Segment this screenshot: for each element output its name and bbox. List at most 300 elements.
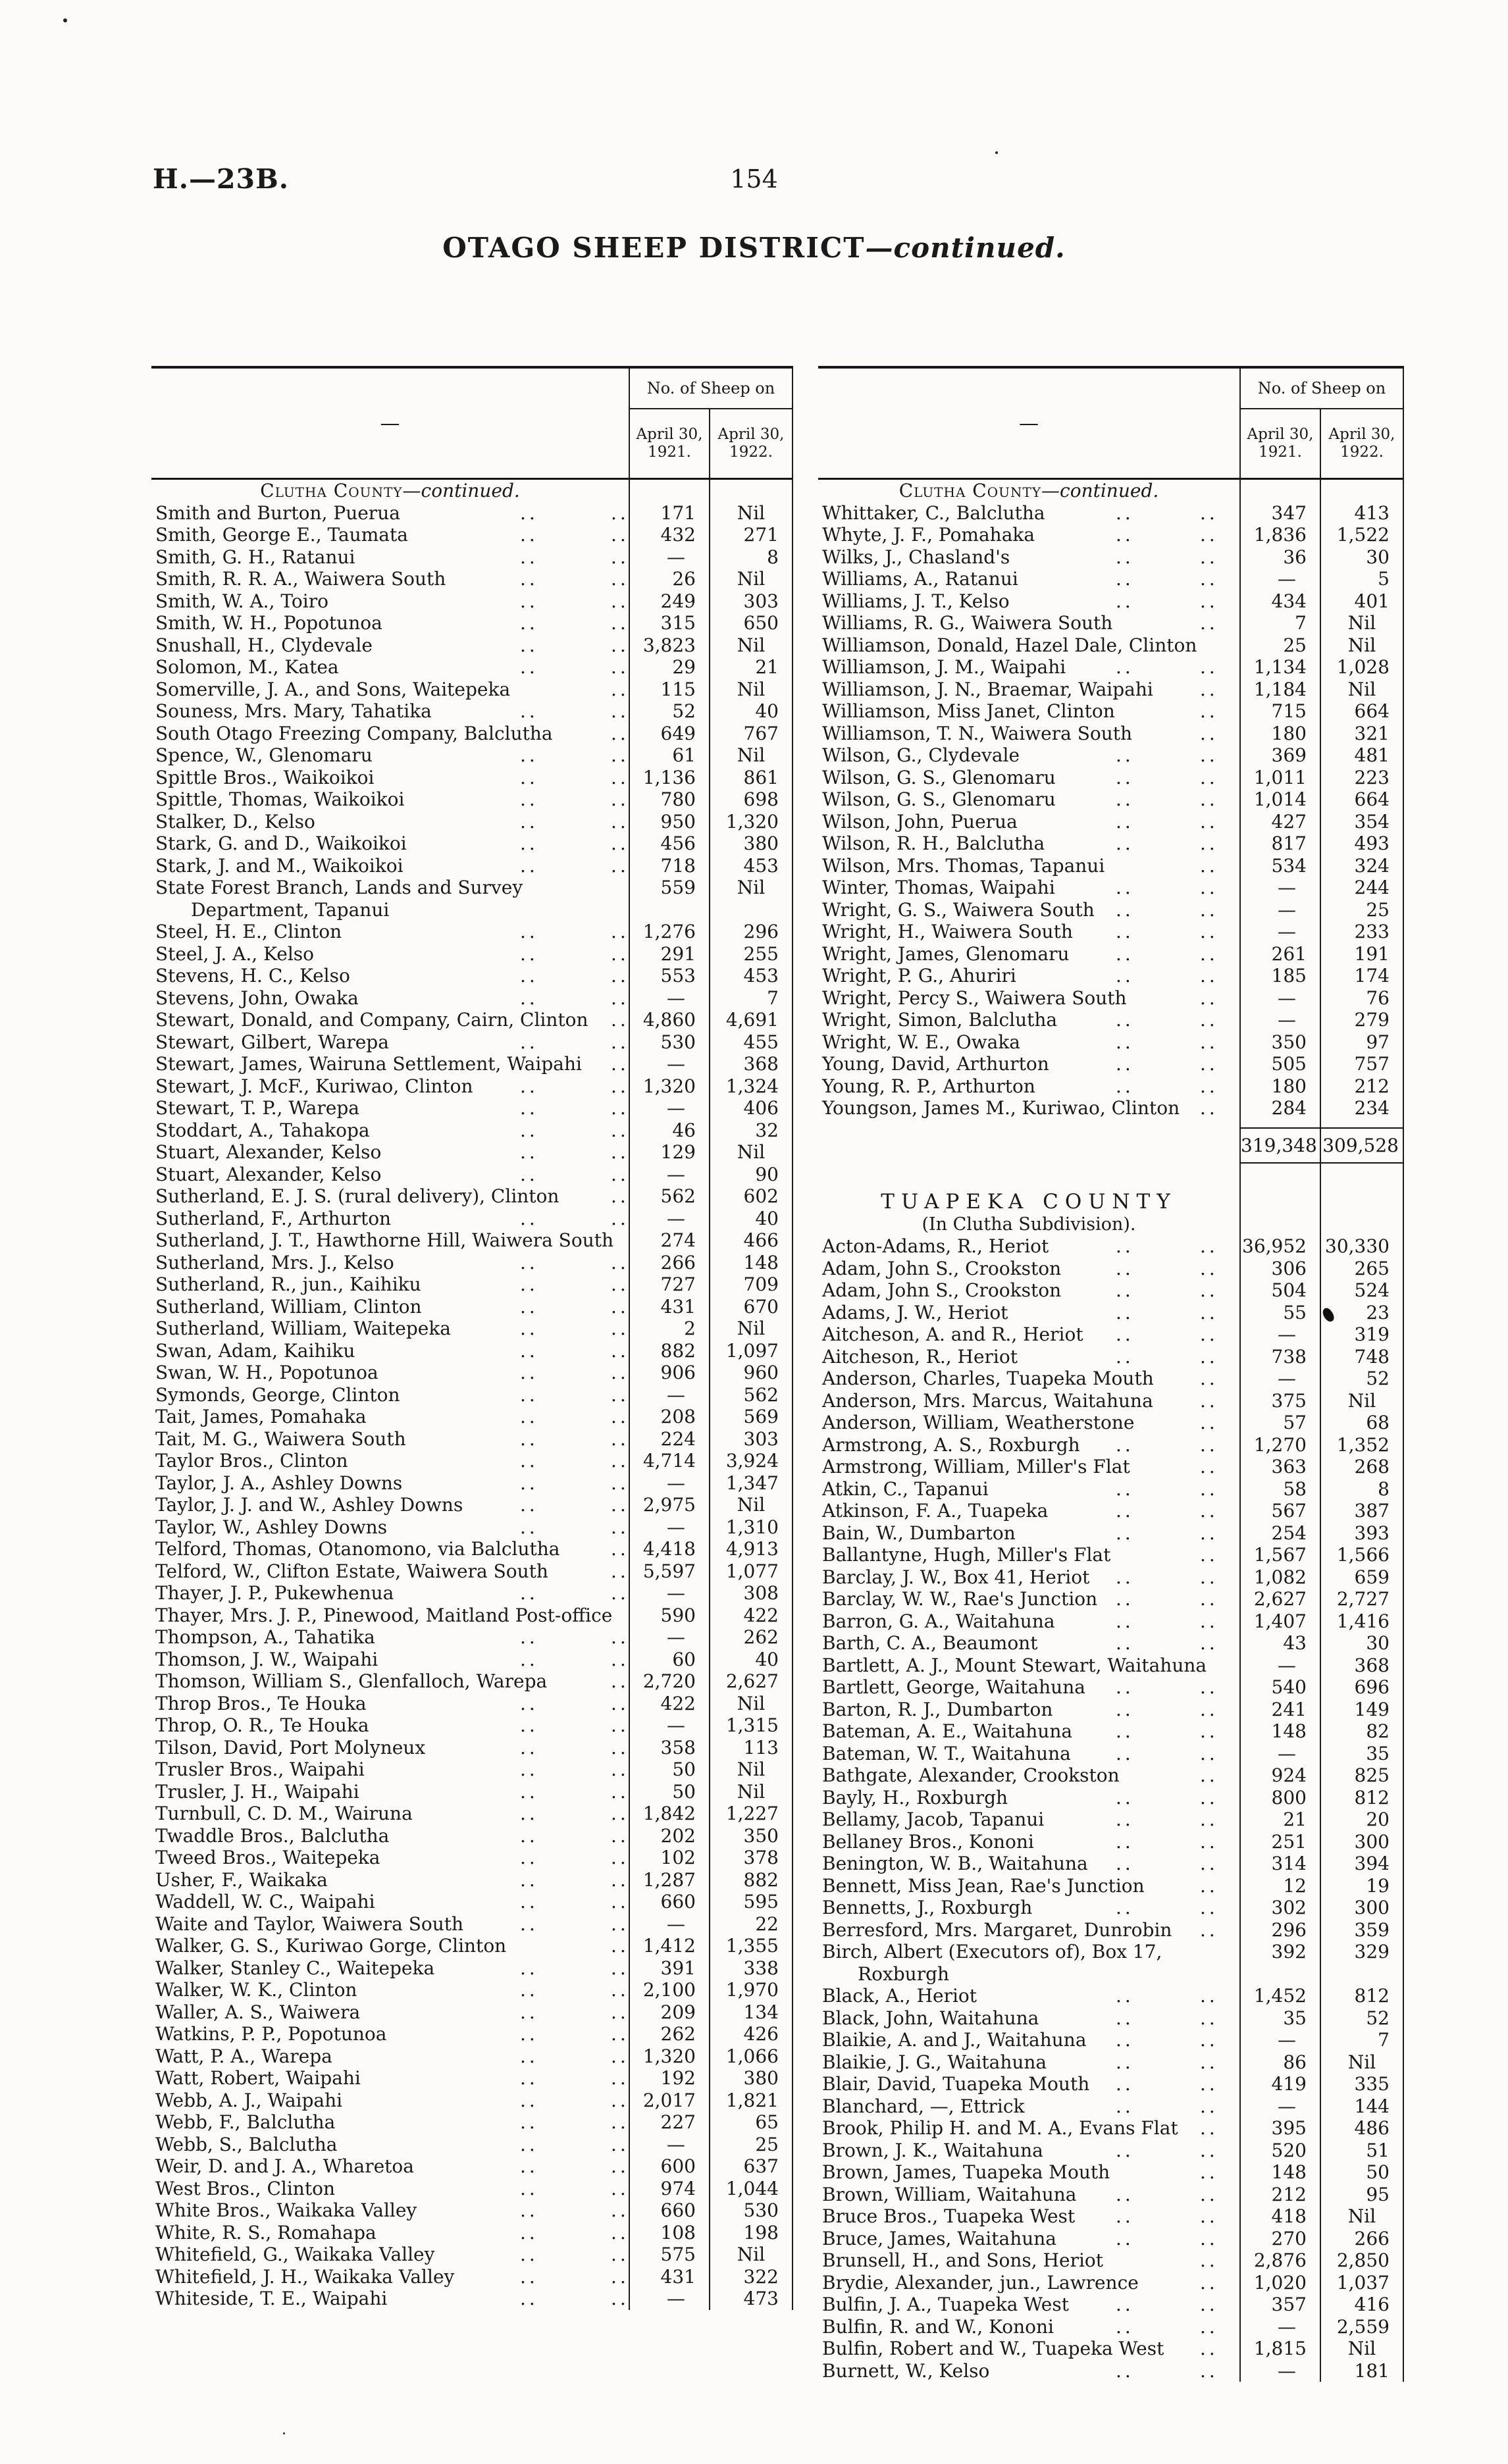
leader-dots: .. (1200, 1566, 1218, 1588)
owner-name-cell (818, 2073, 1239, 2095)
sheep-count-1922: 266 (1320, 2228, 1404, 2250)
leader-dots: .. (520, 1097, 538, 1119)
owner-name-cell (151, 524, 629, 546)
table-row (151, 1318, 793, 1340)
sheep-count-1922: 35 (1320, 1743, 1404, 1765)
sheep-count-1922: 637 (709, 2155, 793, 2178)
sheep-count-1922: 2,627 (709, 1670, 793, 1693)
leader-dots: .. (1200, 590, 1218, 612)
sheep-count-1921: — (629, 2288, 709, 2310)
table-row (151, 1208, 793, 1230)
leader-dots: .. (520, 1714, 538, 1736)
sheep-count-1922: 709 (709, 1273, 793, 1296)
owner-name: Wright, W. E., Owaka (822, 1031, 1020, 1053)
owner-name: Wilson, G., Clydevale (822, 744, 1020, 766)
owner-name-cell (151, 788, 629, 811)
sheep-count-1922: 2,727 (1320, 1588, 1404, 1610)
owner-name: Berresford, Mrs. Margaret, Dunrobin (822, 1918, 1172, 1941)
leader-dots: .. (1116, 788, 1134, 810)
sheep-count-1921: — (629, 1097, 709, 1119)
owner-name-cell (818, 1787, 1239, 1809)
owner-name-cell (818, 2029, 1239, 2051)
owner-name-cell (151, 656, 629, 679)
table-row (151, 1670, 793, 1693)
leader-dots: .. (1116, 1985, 1134, 2007)
sheep-count-1922: 30 (1320, 546, 1404, 569)
table-row (151, 1273, 793, 1296)
table-row (818, 1699, 1404, 1721)
owner-name-cell (151, 1362, 629, 1384)
owner-name: Waddell, W. C., Waipahi (155, 1891, 375, 1912)
leader-dots: .. (1200, 1433, 1218, 1456)
owner-name-cell (818, 634, 1239, 657)
continued-label: —continued. (402, 480, 520, 501)
leader-dots: .. (1200, 1610, 1218, 1632)
leader-dots: .. (1116, 2183, 1134, 2205)
owner-name: Sutherland, R., jun., Kaihiku (155, 1273, 421, 1295)
owner-name: Wright, G. S., Waiwera South (822, 898, 1095, 921)
leader-dots: .. (611, 1163, 629, 1185)
owner-name: Williamson, Miss Janet, Clinton (822, 700, 1115, 722)
leader-dots: .. (611, 1560, 629, 1582)
leader-dots: .. (611, 921, 629, 942)
sheep-count-1921: 50 (629, 1758, 709, 1781)
table-row (818, 2360, 1404, 2382)
sheep-count-1921: 1,270 (1239, 1434, 1320, 1456)
owner-name-cell (818, 1897, 1239, 1919)
sheep-count-1922: Nil (709, 2244, 793, 2266)
owner-name-cell (818, 1720, 1239, 1743)
owner-name-cell (151, 833, 629, 855)
leader-dots: .. (611, 1824, 629, 1847)
owner-name: Sutherland, Mrs. J., Kelso (155, 1251, 394, 1273)
owner-name-cell (818, 1831, 1239, 1853)
owner-name-cell (818, 2294, 1239, 2316)
sheep-count-1922: 406 (709, 1097, 793, 1119)
leader-dots: .. (520, 1450, 538, 1472)
table-row (818, 1676, 1404, 1699)
sheep-count-1922: 1,037 (1320, 2272, 1404, 2294)
table-row (818, 1302, 1404, 1324)
sheep-count-1921: 800 (1239, 1787, 1320, 1809)
table-row (151, 1472, 793, 1495)
owner-name-cell (151, 1384, 629, 1406)
owner-name-cell (151, 1053, 629, 1075)
owner-name: Armstrong, A. S., Roxburgh (822, 1433, 1080, 1456)
leader-dots: .. (1116, 921, 1134, 942)
sheep-count-1921: — (1239, 2360, 1320, 2382)
leader-dots: .. (611, 1780, 629, 1803)
masthead (0, 163, 1508, 203)
sheep-count-1922: 40 (709, 700, 793, 723)
owner-name: Spittle Bros., Waikoikoi (155, 766, 375, 788)
leader-dots: .. (520, 524, 538, 546)
owner-name: White, R. S., Romahapa (155, 2221, 377, 2244)
sheep-count-1922: 21 (709, 656, 793, 679)
leader-dots: .. (611, 1318, 629, 1339)
owner-name-cell (151, 1825, 629, 1847)
sheep-count-1921: 25 (1239, 634, 1320, 657)
owner-name: Blanchard, —, Ettrick (822, 2095, 1025, 2117)
leader-dots: .. (1116, 833, 1134, 854)
table-row (818, 1831, 1404, 1853)
sheep-count-1921: 251 (1239, 1831, 1320, 1853)
owner-name: Barth, C. A., Beaumont (822, 1632, 1038, 1654)
sheep-count-1921: 358 (629, 1737, 709, 1759)
table-row (818, 590, 1404, 613)
owner-name: Waller, A. S., Waiwera (155, 2001, 361, 2023)
table-row (818, 855, 1404, 877)
sheep-count-1921: 7 (1239, 612, 1320, 634)
leader-dots: .. (1116, 1500, 1134, 1522)
left-table-body (151, 480, 793, 2310)
owner-name-cell (151, 2222, 629, 2244)
owner-name-cell (818, 921, 1239, 943)
owner-name: Taylor Bros., Clinton (155, 1450, 348, 1472)
table-row (818, 811, 1404, 833)
owner-name: Symonds, George, Clinton (155, 1383, 400, 1406)
sheep-count-1922: 52 (1320, 2007, 1404, 2030)
leader-dots: .. (520, 921, 538, 942)
leader-dots: .. (520, 1031, 538, 1053)
leader-dots: .. (520, 700, 538, 722)
owner-name: Walker, W. K., Clinton (155, 1979, 357, 2001)
sheep-count-1922: Nil (709, 1318, 793, 1340)
owner-name-cell (151, 1075, 629, 1098)
sheep-count-1922: 562 (709, 1384, 793, 1406)
leader-dots: .. (520, 965, 538, 987)
owner-name-cell (151, 1296, 629, 1318)
table-row (818, 1235, 1404, 1258)
leader-dots: .. (1200, 744, 1218, 766)
leader-dots: .. (1116, 1235, 1134, 1257)
sheep-count-1921: — (1239, 1368, 1320, 1390)
owner-name: Thomson, William S., Glenfalloch, Warepa (155, 1670, 548, 1692)
sheep-count-1922: 664 (1320, 700, 1404, 723)
sheep-count-1921: 419 (1239, 2073, 1320, 2095)
table-row (151, 744, 793, 767)
sheep-count-1921: 35 (1239, 2007, 1320, 2030)
owner-name: Williamson, J. N., Braemar, Waipahi (822, 678, 1153, 700)
column-header-1922: April 30, 1922. (709, 409, 793, 478)
leader-dots: .. (611, 1626, 629, 1648)
sheep-count-1921: 391 (629, 1957, 709, 1980)
sheep-count-1921: — (1239, 568, 1320, 590)
leader-dots: .. (1200, 2271, 1218, 2294)
owner-name: Stuart, Alexander, Kelso (155, 1163, 382, 1185)
owner-name: Wilson, John, Puerua (822, 810, 1018, 833)
table-row (818, 1764, 1404, 1787)
leader-dots: .. (1200, 2294, 1218, 2315)
leader-dots: .. (520, 1803, 538, 1824)
owner-name: Aitcheson, R., Heriot (822, 1345, 1018, 1368)
leader-dots: .. (611, 1935, 629, 1957)
leader-dots: .. (1200, 1279, 1218, 1301)
sheep-count-1921: — (629, 2134, 709, 2156)
sheep-count-1922: 1,324 (709, 1075, 793, 1098)
owner-name: Bruce, James, Waitahuna (822, 2227, 1056, 2249)
leader-dots: .. (1200, 833, 1218, 854)
owner-name-cell (151, 877, 629, 921)
scan-speck (283, 2432, 285, 2434)
sheep-count-1922: 23 (1320, 1302, 1404, 1324)
county-title-text: TUAPEKA COUNTY (881, 1190, 1177, 1214)
sheep-count-1922: 68 (1320, 1412, 1404, 1434)
leader-dots: .. (611, 1758, 629, 1780)
owner-name: Thayer, Mrs. J. P., Pinewood, Maitland Post-office (155, 1604, 613, 1626)
owner-name-cell (151, 2178, 629, 2200)
sheep-count-1921: 115 (629, 679, 709, 701)
sheep-count-1921: 649 (629, 723, 709, 745)
owner-name-cell (818, 811, 1239, 833)
table-row (151, 1560, 793, 1583)
owner-name-cell (151, 2288, 629, 2310)
sheep-count-1922: 767 (709, 723, 793, 745)
owner-name: Stoddart, A., Tahakopa (155, 1119, 370, 1141)
owner-name-cell (818, 502, 1239, 525)
sheep-count-1921: 2,100 (629, 1979, 709, 2001)
table-row (818, 987, 1404, 1010)
owner-name-cell (818, 2161, 1239, 2184)
owner-name: Swan, W. H., Popotunoa (155, 1362, 378, 1383)
owner-name-cell (151, 943, 629, 965)
sheep-count-1922: 602 (709, 1185, 793, 1208)
leader-dots: .. (1200, 1897, 1218, 1918)
sheep-count-1921: 434 (1239, 590, 1320, 613)
sheep-count-1921: 224 (629, 1428, 709, 1450)
owner-name: Bathgate, Alexander, Crookston (822, 1764, 1120, 1786)
sheep-count-1922: 1,352 (1320, 1434, 1404, 1456)
table-row (151, 2222, 793, 2244)
sheep-count-1922: 1,077 (709, 1560, 793, 1583)
sheep-count-1921: 504 (1239, 1279, 1320, 1302)
leader-dots: .. (611, 524, 629, 546)
county-name: Clutha County (898, 480, 1042, 501)
sheep-count-1921: 1,287 (629, 1869, 709, 1891)
leader-dots: .. (1116, 942, 1134, 965)
owner-name-cell (151, 1935, 629, 1957)
owner-name: Whitefield, G., Waikaka Valley (155, 2244, 435, 2265)
sheep-count-1921: 274 (629, 1229, 709, 1252)
sheep-count-1922: 825 (1320, 1764, 1404, 1787)
section-heading (151, 480, 629, 502)
owner-name: Stark, J. and M., Waikoikoi (155, 854, 403, 877)
table-row (151, 1516, 793, 1539)
leader-dots: .. (1200, 1764, 1218, 1786)
owner-name-cell (818, 2007, 1239, 2030)
leader-dots: .. (611, 1207, 629, 1229)
owner-name: Wright, Percy S., Waiwera South (822, 987, 1127, 1009)
owner-name-cell (818, 1544, 1239, 1566)
leader-dots: .. (611, 1582, 629, 1604)
owner-name-cell (151, 987, 629, 1010)
sheep-count-1922: 303 (709, 590, 793, 613)
leader-dots: .. (1200, 1809, 1218, 1830)
table-row (818, 1544, 1404, 1566)
name-column-header: — (1019, 411, 1039, 435)
table-row (151, 1957, 793, 1980)
leader-dots: .. (1200, 524, 1218, 546)
table-row (818, 1009, 1404, 1031)
sheep-count-1921: — (1239, 987, 1320, 1010)
leader-dots: .. (611, 1450, 629, 1472)
sheep-count-1921: 559 (629, 877, 709, 921)
owner-name-cell (818, 2360, 1239, 2382)
leader-dots: .. (520, 2001, 538, 2023)
sheep-count-1921: 148 (1239, 2161, 1320, 2184)
sheep-count-1921: — (629, 1208, 709, 1230)
table-row (151, 524, 793, 546)
leader-dots: .. (520, 1891, 538, 1912)
sheep-count-1922: 664 (1320, 788, 1404, 811)
owner-name: Sutherland, E. J. S. (rural delivery), Clinton (155, 1185, 559, 1207)
sheep-count-1922: 1,355 (709, 1935, 793, 1957)
sheep-count-1921: 660 (629, 1891, 709, 1913)
leader-dots: .. (520, 2288, 538, 2309)
owner-name-cell (151, 502, 629, 525)
leader-dots: .. (611, 1273, 629, 1295)
owner-name-cell (818, 899, 1239, 921)
table-row (151, 1891, 793, 1913)
owner-name: Smith, G. H., Ratanui (155, 546, 355, 568)
page-title (0, 232, 1508, 264)
owner-name: Wilson, G. S., Glenomaru (822, 766, 1056, 788)
table-row (151, 877, 793, 921)
owner-name-cell (151, 1538, 629, 1560)
table-row (151, 1406, 793, 1428)
sheep-count-1921: 369 (1239, 744, 1320, 767)
leader-dots: .. (611, 1868, 629, 1891)
owner-name: Young, David, Arthurton (822, 1053, 1049, 1075)
owner-name-cell (818, 855, 1239, 877)
sheep-count-1922: 882 (709, 1869, 793, 1891)
table-row (151, 987, 793, 1010)
sheep-count-1922: 530 (709, 2199, 793, 2222)
owner-name-cell (151, 1737, 629, 1759)
owner-name-cell (151, 1913, 629, 1936)
page-number: 154 (730, 165, 778, 193)
leader-dots: .. (1200, 1500, 1218, 1522)
table-row (151, 2178, 793, 2200)
leader-dots: .. (520, 1582, 538, 1604)
sheep-count-1921: 3,823 (629, 634, 709, 657)
leader-dots: .. (1116, 2029, 1134, 2051)
leader-dots: .. (1116, 2294, 1134, 2315)
owner-name-cell (151, 1803, 629, 1825)
table-row (151, 1494, 793, 1516)
leader-dots: .. (1116, 877, 1134, 898)
leader-dots: .. (520, 656, 538, 678)
owner-name: Bulfin, J. A., Tuapeka West (822, 2294, 1069, 2315)
leader-dots: .. (520, 2199, 538, 2221)
leader-dots: .. (611, 965, 629, 987)
leader-dots: .. (1116, 1742, 1134, 1764)
table-row (151, 1185, 793, 1208)
owner-name: Usher, F., Waikaka (155, 1868, 328, 1891)
leader-dots: .. (520, 1141, 538, 1163)
leader-dots: .. (1116, 2007, 1134, 2029)
sheep-count-1922: 329 (1320, 1941, 1404, 1985)
leader-dots: .. (611, 1648, 629, 1670)
table-row (818, 1390, 1404, 1412)
owner-name: Stevens, John, Owaka (155, 987, 359, 1009)
owner-name-cell (151, 546, 629, 569)
leader-dots: .. (1200, 1720, 1218, 1742)
leader-dots: .. (1116, 1345, 1134, 1368)
leader-dots: .. (1116, 1323, 1134, 1345)
sheep-count-1922: 52 (1320, 1368, 1404, 1390)
table-row (818, 1500, 1404, 1522)
owner-name: Brook, Philip H. and M. A., Evans Flat (822, 2117, 1178, 2139)
owner-name: Armstrong, William, Miller's Flat (822, 1456, 1130, 1477)
sheep-count-1922: 350 (709, 1825, 793, 1847)
county-subtitle-text: (In Clutha Subdivision). (922, 1214, 1136, 1235)
sheep-count-1921: 738 (1239, 1346, 1320, 1368)
table-row (151, 2244, 793, 2266)
owner-name-cell (151, 590, 629, 613)
leader-dots: .. (611, 2221, 629, 2244)
sheep-count-1921: — (629, 546, 709, 569)
leader-dots: .. (611, 634, 629, 656)
owner-name: Tait, James, Pomahaka (155, 1406, 367, 1427)
sheep-count-1922: 2,559 (1320, 2316, 1404, 2338)
sheep-count-1921: 254 (1239, 1522, 1320, 1545)
sheep-count-1921: 505 (1239, 1053, 1320, 1075)
sheep-count-1921: — (1239, 2029, 1320, 2051)
owner-name-cell (151, 1979, 629, 2001)
sheep-count-1922: 40 (709, 1649, 793, 1671)
sheep-count-1922: 426 (709, 2023, 793, 2045)
sheep-count-1922: 1,821 (709, 2090, 793, 2112)
sheep-count-1921: 1,320 (629, 2045, 709, 2068)
sheep-count-1922: 481 (1320, 744, 1404, 767)
leader-dots: .. (611, 854, 629, 877)
leader-dots: .. (1116, 1588, 1134, 1610)
table-row (818, 1809, 1404, 1831)
owner-name-cell (151, 1649, 629, 1671)
leader-dots: .. (1200, 1544, 1218, 1566)
owner-name-cell (818, 1655, 1239, 1677)
sheep-count-1921: 148 (1239, 1720, 1320, 1743)
sheep-count-1921: — (629, 1053, 709, 1075)
leader-dots: .. (520, 2023, 538, 2045)
owner-name: Wilson, R. H., Balclutha (822, 833, 1045, 854)
owner-name-cell (818, 2095, 1239, 2118)
owner-name-cell (818, 1075, 1239, 1098)
table-row (151, 2199, 793, 2222)
sheep-count-1922: 19 (1320, 1875, 1404, 1897)
leader-dots: .. (1116, 1610, 1134, 1632)
owner-name: Black, A., Heriot (822, 1985, 977, 2007)
owner-name-cell (818, 1456, 1239, 1478)
leader-dots: .. (520, 1295, 538, 1318)
table-row (151, 1979, 793, 2001)
owner-name-cell (151, 1582, 629, 1604)
owner-name: Tilson, David, Port Molyneux (155, 1736, 426, 1758)
sheep-count-1922: 595 (709, 1891, 793, 1913)
sheep-count-1922: 670 (709, 1296, 793, 1318)
sheep-count-1922: 30 (1320, 1632, 1404, 1655)
leader-dots: .. (520, 1868, 538, 1891)
sheep-count-1922: 368 (1320, 1655, 1404, 1677)
leader-dots: .. (1116, 1477, 1134, 1500)
sheep-count-1922: 1,097 (709, 1340, 793, 1362)
leader-dots: .. (1200, 1874, 1218, 1897)
owner-name: Brown, J. K., Waitahuna (822, 2139, 1043, 2161)
county-subtitle (818, 1214, 1404, 1236)
sheep-count-1922: 338 (709, 1957, 793, 1980)
owner-name: Tweed Bros., Waitepeka (155, 1847, 380, 1868)
